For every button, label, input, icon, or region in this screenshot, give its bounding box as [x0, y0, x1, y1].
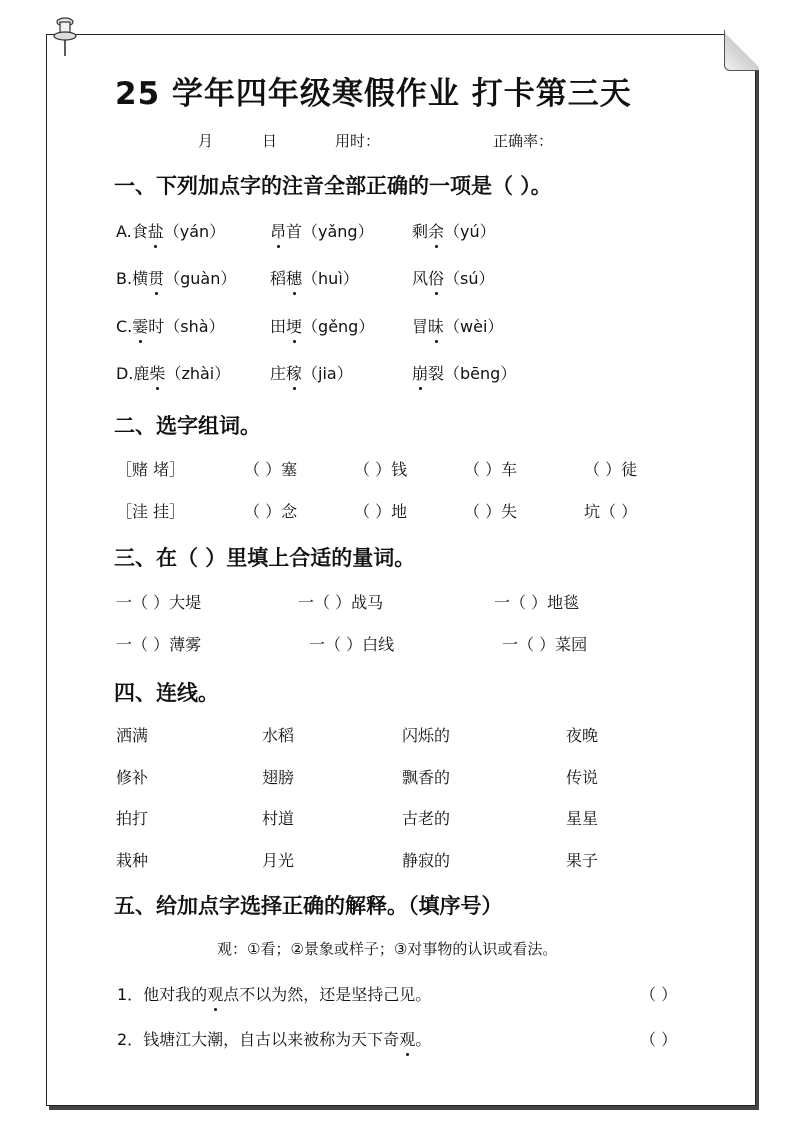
measure-word-blank: 一（ ）白线	[309, 635, 395, 654]
dotted-char: 观	[207, 982, 223, 1005]
word-blank: （ ）念	[244, 502, 298, 521]
page-curl-decoration	[724, 30, 759, 71]
matching-word: 翅膀	[262, 768, 295, 787]
word-blank: （ ）车	[464, 460, 518, 479]
pinyin-option: 昂首（yǎng）	[270, 219, 374, 242]
matching-word: 拍打	[116, 809, 149, 828]
dotted-char: 昂	[270, 219, 286, 242]
pinyin-option: A.食盐（yán）	[116, 219, 225, 242]
matching-word: 夜晚	[566, 726, 599, 745]
definition-line: 观：①看；②景象或样子；③对事物的认识或看法。	[217, 940, 558, 958]
page-title: 25 学年四年级寒假作业 打卡第三天	[115, 76, 632, 112]
pinyin-option: B.横贯（guàn）	[116, 266, 236, 289]
pinyin-option: C.霎时（shà）	[116, 314, 225, 337]
matching-word: 星星	[566, 809, 599, 828]
pinyin-option: 稻穗（huì）	[270, 266, 359, 289]
accuracy-label: 正确率：	[493, 132, 554, 150]
word-blank: （ ）失	[464, 502, 518, 521]
dotted-char: 稼	[286, 361, 302, 384]
section-5-heading: 五、给加点字选择正确的解释。（填序号）	[114, 894, 503, 918]
pinyin-option: 剩余（yú）	[412, 219, 496, 242]
matching-word: 传说	[566, 768, 599, 787]
measure-word-blank: 一（ ）地毯	[494, 593, 580, 612]
dotted-char: 穗	[286, 266, 302, 289]
dotted-char: 昧	[428, 314, 444, 337]
matching-word: 水稻	[262, 726, 295, 745]
word-blank: （ ）徒	[584, 460, 638, 479]
matching-word: 村道	[262, 809, 295, 828]
section-2-heading: 二、选字组词。	[114, 414, 261, 438]
pinyin-option: 冒昧（wèi）	[412, 314, 503, 337]
section-3-heading: 三、在（ ）里填上合适的量词。	[114, 546, 416, 570]
word-blank: （ ）塞	[244, 460, 298, 479]
dotted-char: 柴	[149, 361, 165, 384]
measure-word-blank: 一（ ）薄雾	[116, 635, 202, 654]
matching-word: 果子	[566, 851, 599, 870]
matching-word: 闪烁的	[402, 726, 451, 745]
char-pair-label: ［赌 堵］	[116, 460, 186, 479]
dotted-char: 盐	[148, 219, 164, 242]
pinyin-option: 崩裂（bēng）	[412, 361, 516, 384]
matching-word: 修补	[116, 768, 149, 787]
dotted-char: 贯	[148, 266, 164, 289]
section-4-heading: 四、连线。	[114, 681, 219, 705]
matching-word: 飘香的	[402, 768, 451, 787]
pinyin-option: 庄稼（jia）	[270, 361, 353, 384]
answer-blank: （ ）	[640, 985, 678, 1004]
pinyin-option: D.鹿柴（zhài）	[116, 361, 230, 384]
day-label: 日	[262, 132, 278, 150]
pushpin-icon	[52, 16, 78, 60]
word-blank: （ ）钱	[354, 460, 408, 479]
word-blank: 坑（ ）	[584, 502, 638, 521]
char-pair-label: ［洼 挂］	[116, 502, 186, 521]
dotted-char: 霎	[132, 314, 148, 337]
answer-blank: （ ）	[640, 1030, 678, 1049]
dotted-char: 观	[399, 1027, 415, 1050]
pinyin-option: 风俗（sú）	[412, 266, 495, 289]
dotted-char: 俗	[428, 266, 444, 289]
dotted-char: 崩	[412, 361, 428, 384]
pinyin-option: 田埂（gěng）	[270, 314, 374, 337]
matching-word: 洒满	[116, 726, 149, 745]
dotted-char: 余	[428, 219, 444, 242]
measure-word-blank: 一（ ）战马	[298, 593, 384, 612]
measure-word-blank: 一（ ）大堤	[116, 593, 202, 612]
matching-word: 静寂的	[402, 851, 451, 870]
question-sentence: 2．钱塘江大潮，自古以来被称为天下奇观。	[117, 1027, 431, 1050]
dotted-char: 埂	[286, 314, 302, 337]
matching-word: 月光	[262, 851, 295, 870]
month-label: 月	[198, 132, 214, 150]
measure-word-blank: 一（ ）菜园	[502, 635, 588, 654]
matching-word: 栽种	[116, 851, 149, 870]
word-blank: （ ）地	[354, 502, 408, 521]
time-label: 用时：	[335, 132, 381, 150]
matching-word: 古老的	[402, 809, 451, 828]
section-1-heading: 一、下列加点字的注音全部正确的一项是（ ）。	[114, 174, 552, 198]
question-sentence: 1．他对我的观点不以为然，还是坚持己见。	[117, 982, 431, 1005]
